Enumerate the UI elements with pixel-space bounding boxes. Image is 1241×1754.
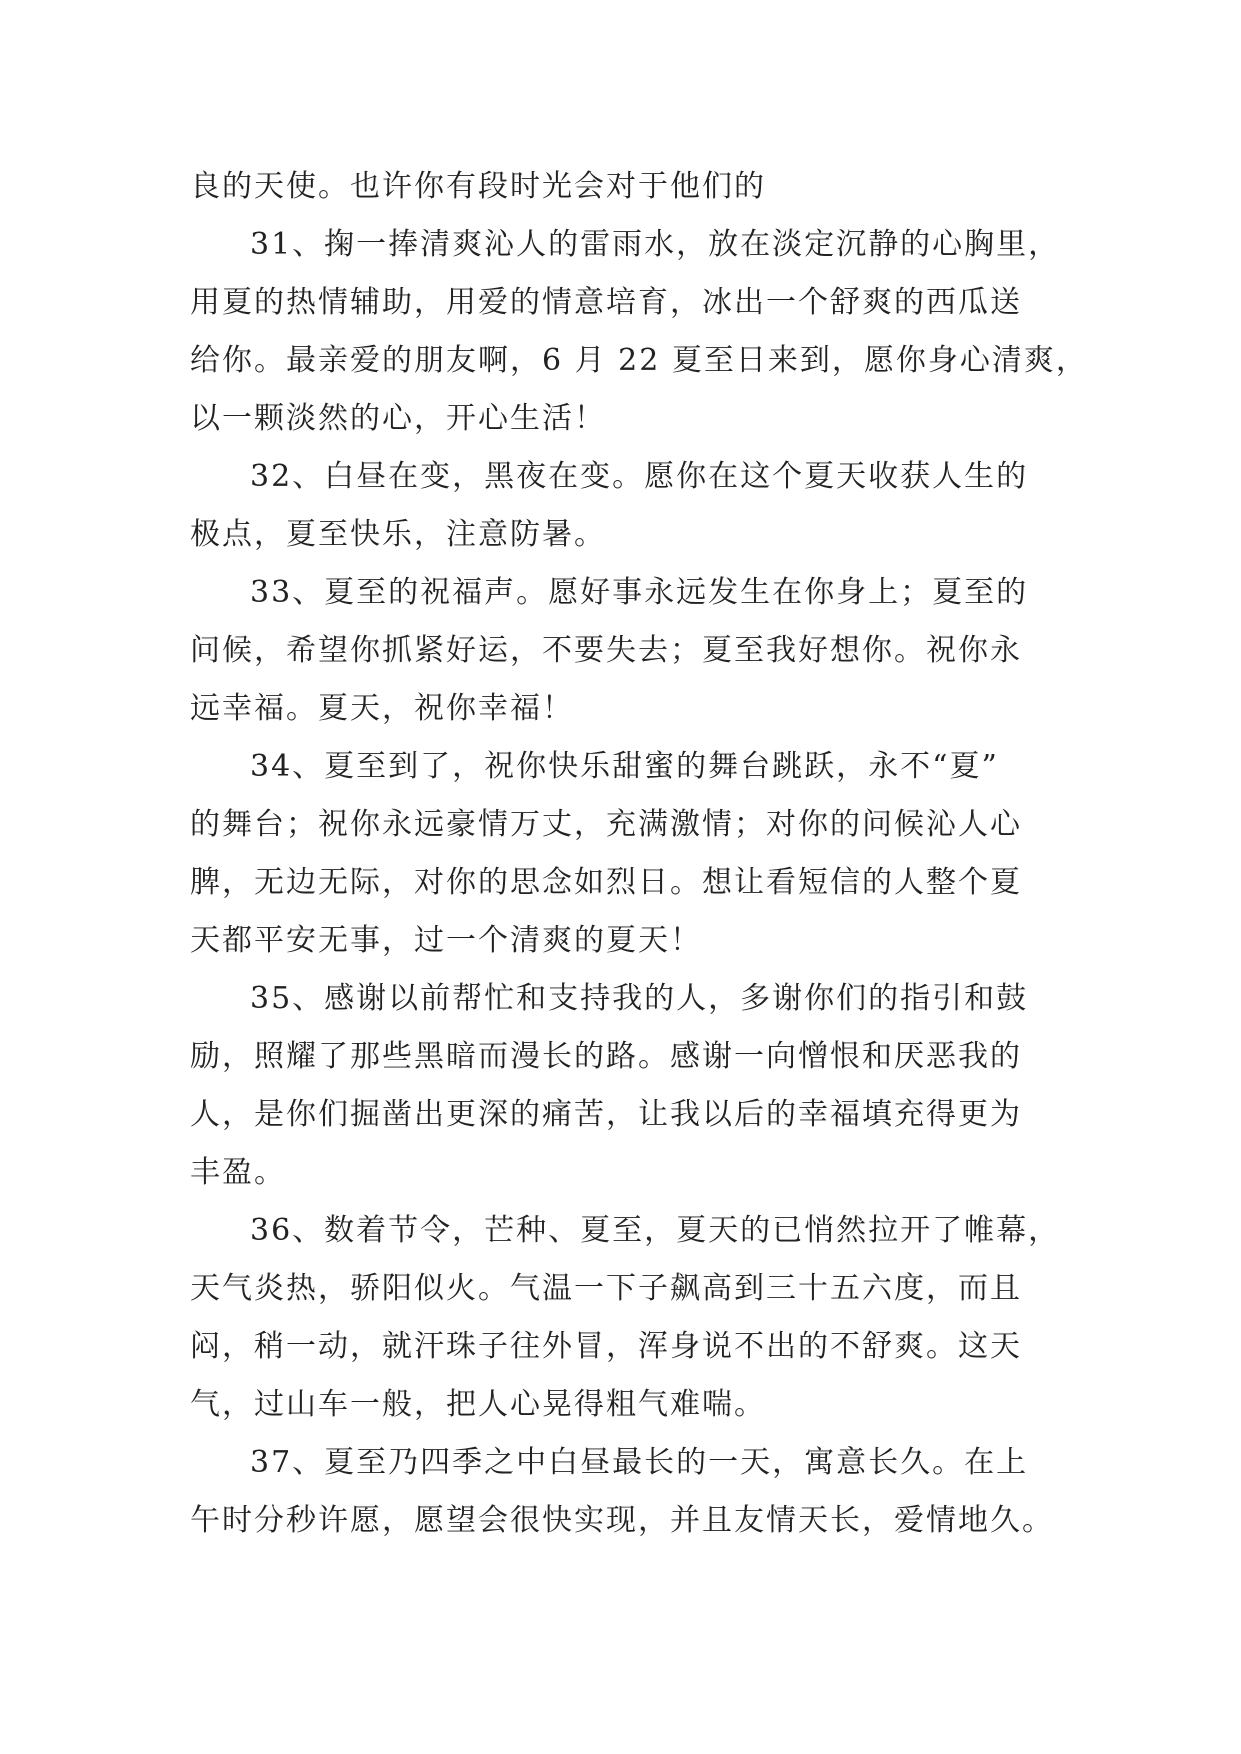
paragraph-31-line-1: 31、掬一捧清爽沁人的雷雨水，放在淡定沉静的心胸里， (250, 227, 1061, 262)
text-line: 人，是你们掘凿出更深的痛苦，让我以后的幸福填充得更为 (190, 1097, 1022, 1132)
paragraph-37-line-1: 37、夏至乃四季之中白昼最长的一天，寓意长久。在上 (250, 1445, 1029, 1480)
text-line: 丰盈。 (190, 1155, 286, 1190)
text-line: 励，照耀了那些黑暗而漫长的路。感谢一向憎恨和厌恶我的 (190, 1039, 1022, 1074)
paragraph-36-line-1: 36、数着节令，芒种、夏至，夏天的已悄然拉开了帷幕， (250, 1213, 1061, 1248)
paragraph-35-line-1: 35、感谢以前帮忙和支持我的人，多谢你们的指引和鼓 (250, 981, 1029, 1016)
text-line: 天气炎热，骄阳似火。气温一下子飙高到三十五六度，而且 (190, 1271, 1022, 1306)
paragraph-33-line-1: 33、夏至的祝福声。愿好事永远发生在你身上；夏至的 (250, 575, 1029, 610)
text-line: 良的天使。也许你有段时光会对于他们的 (190, 169, 766, 204)
text-line: 的舞台；祝你永远豪情万丈，充满激情；对你的问候沁人心 (190, 807, 1022, 842)
text-line: 午时分秒许愿，愿望会很快实现，并且友情天长，爱情地久。 (190, 1503, 1054, 1538)
text-line: 问候，希望你抓紧好运，不要失去；夏至我好想你。祝你永 (190, 633, 1022, 668)
text-line: 远幸福。夏天，祝你幸福！ (190, 691, 574, 726)
text-line: 脾，无边无际，对你的思念如烈日。想让看短信的人整个夏 (190, 865, 1022, 900)
document-body (190, 158, 1088, 1550)
text-line: 闷，稍一动，就汗珠子往外冒，浑身说不出的不舒爽。这天 (190, 1329, 1022, 1364)
text-line: 天都平安无事，过一个清爽的夏天！ (190, 923, 702, 958)
text-line: 用夏的热情辅助，用爱的情意培育，冰出一个舒爽的西瓜送 (190, 285, 1022, 320)
text-line: 气，过山车一般，把人心晃得粗气难喘。 (190, 1387, 766, 1422)
paragraph-34-line-1: 34、夏至到了，祝你快乐甜蜜的舞台跳跃，永不“夏” (250, 749, 999, 784)
text-line: 极点，夏至快乐，注意防暑。 (190, 517, 606, 552)
paragraph-32-line-1: 32、白昼在变，黑夜在变。愿你在这个夏天收获人生的 (250, 459, 1029, 494)
text-line: 给你。最亲爱的朋友啊，6 月 22 夏至日来到，愿你身心清爽， (190, 343, 1088, 378)
text-line: 以一颗淡然的心，开心生活！ (190, 401, 606, 436)
